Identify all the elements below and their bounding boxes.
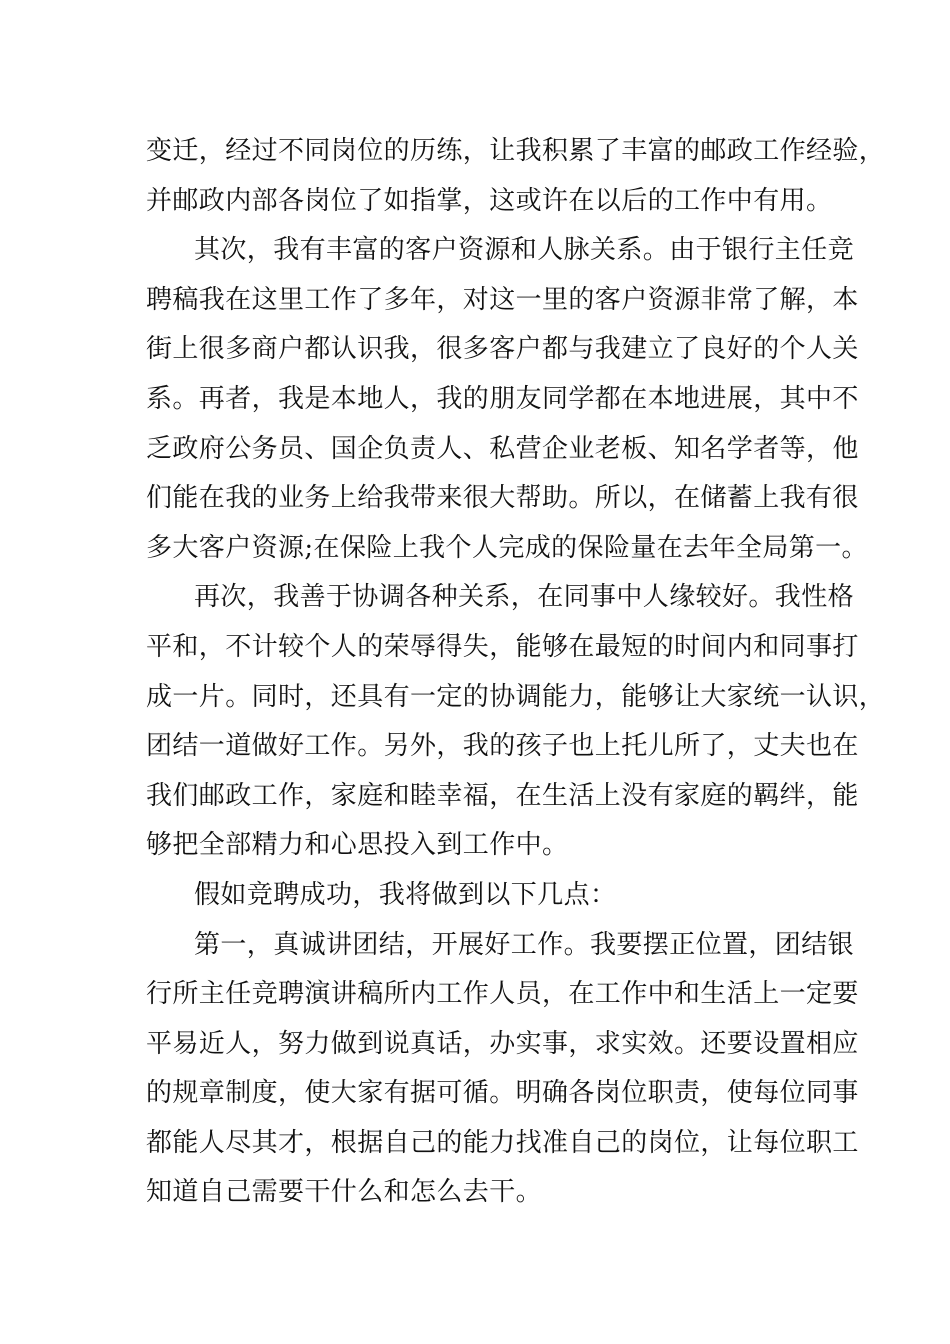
text-line: 的规章制度，使大家有据可循。明确各岗位职责，使每位同事 xyxy=(146,1078,859,1109)
text-line: 街上很多商户都认识我，很多客户都与我建立了良好的个人关 xyxy=(146,334,859,365)
text-line: 知道自己需要干什么和怎么去干。 xyxy=(146,1177,543,1208)
text-line: 并邮政内部各岗位了如指掌，这或许在以后的工作中有用。 xyxy=(146,185,833,216)
text-line: 都能人尽其才，根据自己的能力找准自己的岗位，让每位职工 xyxy=(146,1127,859,1158)
text-line: 系。再者，我是本地人，我的朋友同学都在本地进展，其中不 xyxy=(146,383,859,414)
paragraph-start-line: 其次，我有丰富的客户资源和人脉关系。由于银行主任竞 xyxy=(194,235,855,266)
paragraph-start-line: 再次，我善于协调各种关系，在同事中人缘较好。我性格 xyxy=(194,582,855,613)
text-line: 够把全部精力和心思投入到工作中。 xyxy=(146,830,569,861)
paragraph-start-line: 假如竞聘成功，我将做到以下几点： xyxy=(194,879,617,910)
text-line: 乏政府公务员、国企负责人、私营企业老板、知名学者等，他 xyxy=(146,433,859,464)
text-line: 聘稿我在这里工作了多年，对这一里的客户资源非常了解，本 xyxy=(146,284,859,315)
text-line: 行所主任竞聘演讲稿所内工作人员，在工作中和生活上一定要 xyxy=(146,979,859,1010)
text-line: 平和，不计较个人的荣辱得失，能够在最短的时间内和同事打 xyxy=(146,631,859,662)
text-line: 多大客户资源;在保险上我个人完成的保险量在去年全局第一。 xyxy=(146,532,868,563)
text-line: 平易近人，努力做到说真话，办实事，求实效。还要设置相应 xyxy=(146,1028,859,1059)
text-line: 团结一道做好工作。另外，我的孩子也上托儿所了，丈夫也在 xyxy=(146,731,859,762)
text-line: 成一片。同时，还具有一定的协调能力，能够让大家统一认识， xyxy=(146,681,886,712)
paragraph-start-line: 第一，真诚讲团结，开展好工作。我要摆正位置，团结银 xyxy=(194,929,855,960)
document-body xyxy=(146,127,886,1218)
text-line: 们能在我的业务上给我带来很大帮助。所以，在储蓄上我有很 xyxy=(146,483,859,514)
text-line: 变迁，经过不同岗位的历练，让我积累了丰富的邮政工作经验， xyxy=(146,136,886,166)
text-line: 我们邮政工作，家庭和睦幸福，在生活上没有家庭的羁绊，能 xyxy=(146,780,859,811)
